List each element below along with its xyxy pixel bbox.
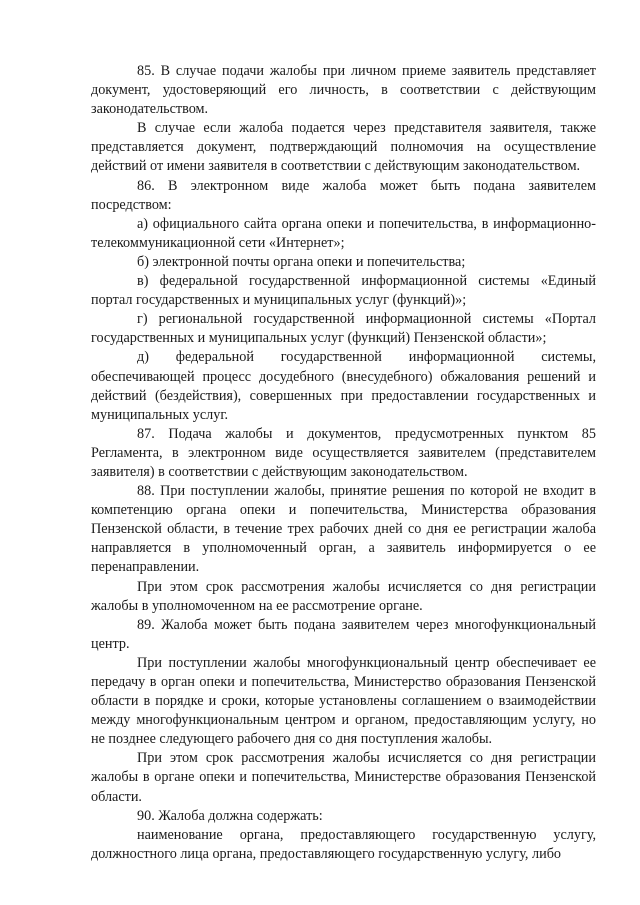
list-item-a-official-site: а) официального сайта органа опеки и попечительства, в информационно-телекоммуникационной сети «Интернет»; (91, 215, 596, 251)
paragraph-body-name-requirement: наименование органа, предоставляющего государственную услугу, должностного лица органа, предоставляющего государственную услугу, либо (91, 826, 596, 862)
paragraph-review-term-guardianship-body: При этом срок рассмотрения жалобы исчисляется со дня регистрации жалобы в органе опеки и попечительства, Министерстве образования Пензенской области. (91, 750, 596, 805)
paragraph-86-electronic-submission: 86. В электронном виде жалоба может быть подана заявителем посредством: (91, 177, 596, 213)
list-item-g-regional-portal: г) региональной государственной информационной системы «Портал государственных и муниципальных услуг (функций) Пензенской области»; (91, 311, 596, 347)
document-page (91, 62, 596, 864)
paragraph-85-personal-submission: 85. В случае подачи жалобы при личном приеме заявитель представляет документ, удостоверяющий его личность, в соответствии с действующим законодательством. (91, 63, 596, 118)
paragraph-mfc-transfer: При поступлении жалобы многофункциональный центр обеспечивает ее передачу в орган опеки и попечительства, Министерство образования Пензенской области в порядке и сроки, которые установлены соглашением о взаимодействии между многофункциональным центром и органом, предоставляющим услугу, но не позднее следующего рабочего дня со дня поступления жалобы. (91, 654, 596, 748)
paragraph-representative-document: В случае если жалоба подается через представителя заявителя, также представляется документ, подтверждающий полномочия на осуществление действий от имени заявителя в соответствии с действующим законодательством. (91, 120, 596, 175)
list-item-d-federal-appeal-system: д) федеральной государственной информационной системы, обеспечивающей процесс досудебного (внесудебного) обжалования решений и действий (бездействия), совершенных при предоставлении государственных и муниципальных услуг. (91, 349, 596, 423)
list-item-v-federal-portal: в) федеральной государственной информационной системы «Единый портал государственных и муниципальных услуг (функций)»; (91, 273, 596, 309)
paragraph-87-electronic-documents: 87. Подача жалобы и документов, предусмотренных пунктом 85 Регламента, в электронном виде осуществляется заявителем (представителем заявителя) в соответствии с действующим законодательством. (91, 425, 596, 480)
paragraph-review-term-authorized-body: При этом срок рассмотрения жалобы исчисляется со дня регистрации жалобы в уполномоченном на ее рассмотрение органе. (91, 578, 596, 614)
paragraph-89-mfc-submission: 89. Жалоба может быть подана заявителем через многофункциональный центр. (91, 616, 596, 652)
paragraph-90-complaint-content: 90. Жалоба должна содержать: (137, 807, 323, 824)
list-item-b-email: б) электронной почты органа опеки и попечительства; (137, 253, 466, 270)
paragraph-88-redirection: 88. При поступлении жалобы, принятие решения по которой не входит в компетенцию органа опеки и попечительства, Министерства образования Пензенской области, в течение трех рабочих дней со дня ее регистрации жалоба направляется в уполномоченный орган, а заявитель информируется о ее перенаправлении. (91, 483, 596, 576)
